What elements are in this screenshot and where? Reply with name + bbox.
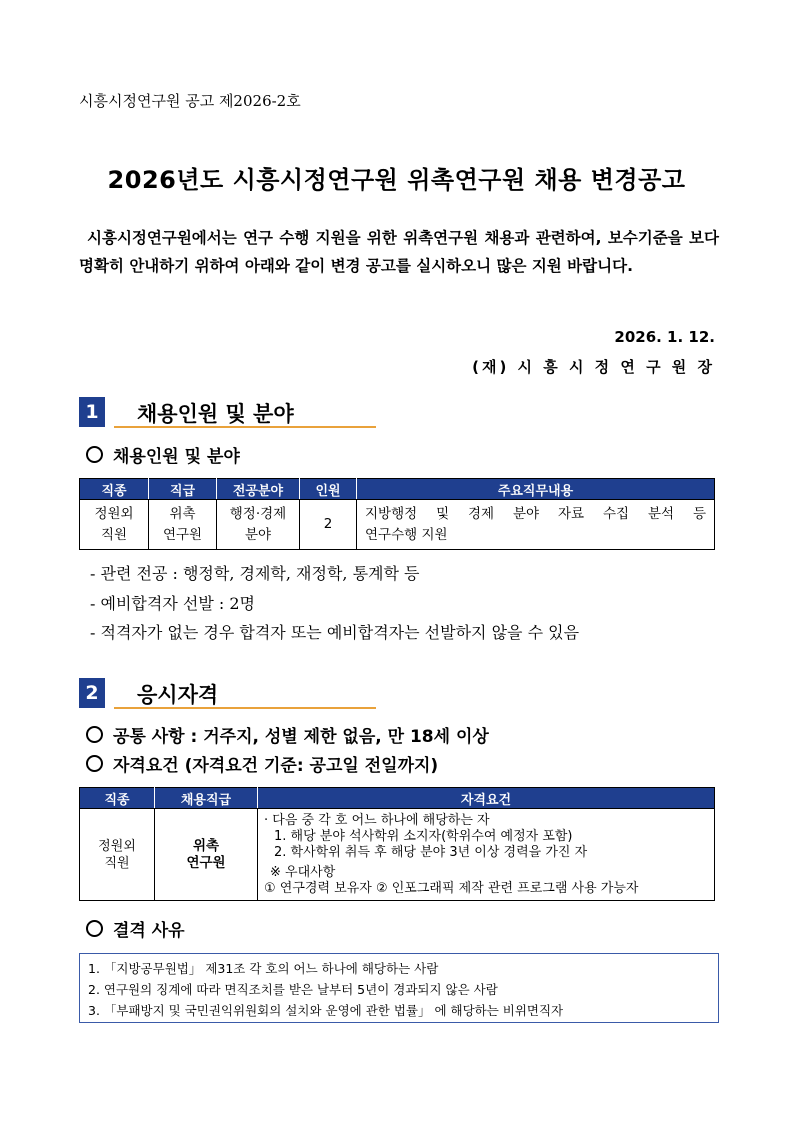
job-type-cell: 정원외 직원 <box>80 500 149 550</box>
intro-paragraph: 시흥시정연구원에서는 연구 수행 지원을 위한 위촉연구원 채용과 관련하여, 보수기준을 보다 명확히 안내하기 위하여 아래와 같이 변경 공고를 실시하오니 많은 지원 바랍니다. <box>79 229 719 275</box>
notice-date: 2026. 1. 12. <box>614 328 715 346</box>
issuer: (재) 시 흥 시 정 연 구 원 장 <box>472 358 715 376</box>
circle-bullet-icon <box>86 726 103 743</box>
section-1-title: 채용인원 및 분야 <box>137 402 294 426</box>
section-1-underline <box>114 426 376 428</box>
major-cell: 행정·경제 분야 <box>217 500 300 550</box>
count-cell: 2 <box>300 500 357 550</box>
table-row <box>80 500 715 550</box>
circle-bullet-icon <box>86 755 103 772</box>
table-header: 채용직급 <box>155 788 258 809</box>
disqualification-box <box>79 953 719 1023</box>
section-1-subheading: 채용인원 및 분야 <box>86 442 240 467</box>
common-requirements-heading: 공통 사항 : 거주지, 성별 제한 없음, 만 18세 이상 <box>86 722 489 747</box>
section-2-title: 응시자격 <box>137 683 219 707</box>
table-header: 주요직무내용 <box>357 479 715 500</box>
disqualification-heading: 결격 사유 <box>86 916 185 941</box>
table-header: 전공분야 <box>217 479 300 500</box>
job-type-cell: 정원외 직원 <box>80 809 155 901</box>
document-title: 2026년도 시흥시정연구원 위촉연구원 채용 변경공고 <box>107 166 686 194</box>
grade-cell: 위촉 연구원 <box>149 500 217 550</box>
list-item: 3. 「부패방지 및 국민권익위원회의 설치와 운영에 관한 법률」 에 해당하는 비위면직자 <box>88 1003 564 1018</box>
requirements-cell: · 다음 중 각 호 어느 하나에 해당하는 자 1. 해당 분야 석사학위 소지자(학위수여 예정자 포함) 2. 학사학위 취득 후 해당 분야 3년 이상 경력을 가진 자 ※ 우대사항 ① 연구경력 보유자 ② 인포그래픽 제작 관련 프로그램 사용 가능자 <box>258 809 715 901</box>
table-row <box>80 809 715 901</box>
table-header: 직종 <box>80 788 155 809</box>
note-item: - 적격자가 없는 경우 합격자 또는 예비합격자는 선발하지 않을 수 있음 <box>90 623 580 642</box>
circle-bullet-icon <box>86 920 103 937</box>
duty-cell: 지방행정 및 경제 분야 자료 수집 분석 등 연구수행 지원 <box>357 500 715 550</box>
section-2-number: 2 <box>79 678 105 708</box>
circle-bullet-icon <box>86 446 103 463</box>
qualification-heading: 자격요건 (자격요건 기준: 공고일 전일까지) <box>86 751 438 776</box>
list-item: 2. 연구원의 징계에 따라 면직조치를 받은 날부터 5년이 경과되지 않은 사람 <box>88 982 498 997</box>
note-item: - 예비합격자 선발 : 2명 <box>90 594 255 613</box>
table-header: 자격요건 <box>258 788 715 809</box>
recruitment-table <box>79 478 715 550</box>
section-2-underline <box>114 707 376 709</box>
table-header: 직종 <box>80 479 149 500</box>
section-1-number: 1 <box>79 397 105 427</box>
grade-cell: 위촉 연구원 <box>155 809 258 901</box>
notice-number: 시흥시정연구원 공고 제2026-2호 <box>79 92 301 110</box>
table-header: 인원 <box>300 479 357 500</box>
note-item: - 관련 전공 : 행정학, 경제학, 재정학, 통계학 등 <box>90 564 420 583</box>
list-item: 1. 「지방공무원법」 제31조 각 호의 어느 하나에 해당하는 사람 <box>88 961 439 976</box>
qualification-table <box>79 787 715 901</box>
table-header: 직급 <box>149 479 217 500</box>
